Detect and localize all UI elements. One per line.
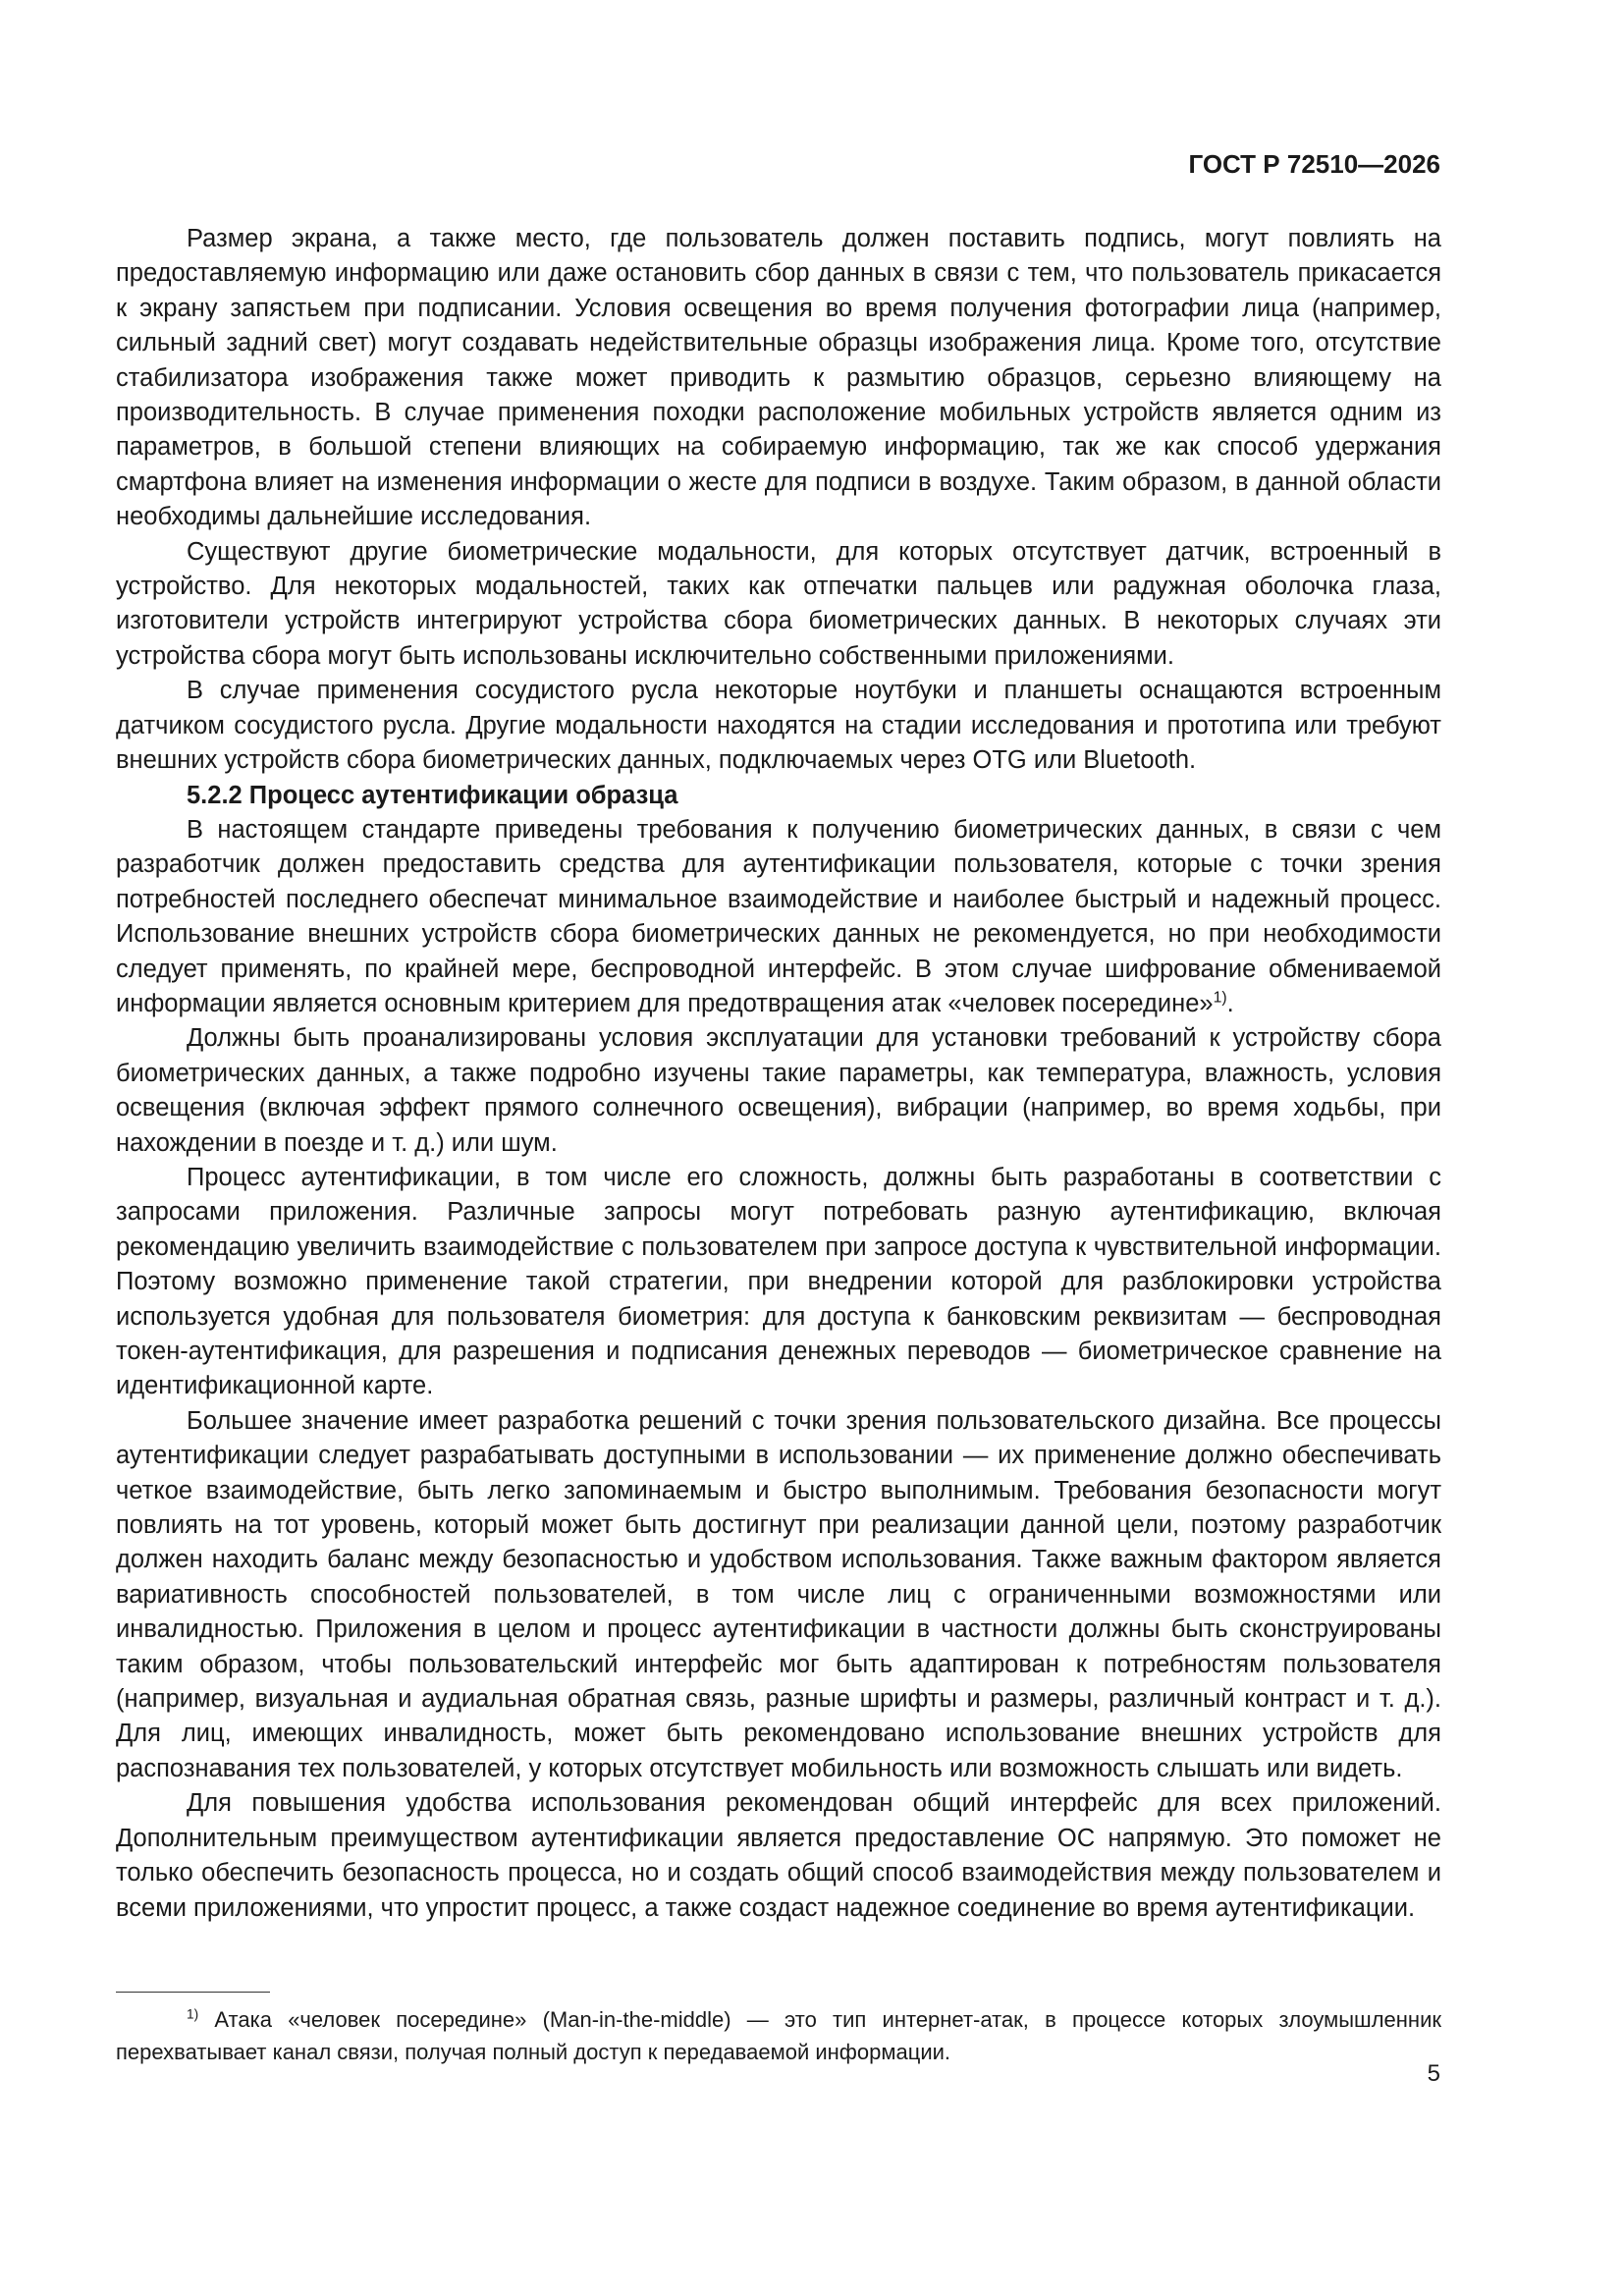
footnote-text: Атака «человек посередине» (Man-in-the-middle) — это тип интернет-атак, в процессе которых злоумышленник перехватывает канал связи, получая полный доступ к передаваемой информации. [116, 2007, 1441, 2064]
paragraph: Существуют другие биометрические модальности, для которых отсутствует датчик, встроенный в устройство. Для некоторых модальностей, таких как отпечатки пальцев или радужная оболочка глаза, изготовители устройств интегрируют устройства сбора биометрических данных. В некоторых случаях эти устройства сбора могут быть использованы исключительно собственными приложениями. [116, 537, 1441, 670]
paragraph-text: В настоящем стандарте приведены требования к получению биометрических данных, в связи с чем разработчик должен предоставить средства для аутентификации пользователя, которые с точки зрения потребностей последнего обеспечат минимальное взаимодействие и наиболее быстрый и надежный процесс. Использование внешних устройств сбора биометрических данных не рекомендуется, но при необходимости следует применять, по крайней мере, беспроводной интерфейс. В этом случае шифрование обмениваемой информации является основным критерием для предотвращения атак «человек посередине» [116, 815, 1441, 1017]
footnote [116, 2003, 1441, 2068]
paragraph-with-footnote [116, 813, 1441, 1021]
footnote-reference[interactable]: 1) [1213, 989, 1227, 1007]
footnote-marker: 1) [187, 2006, 199, 2022]
section-heading: 5.2.2 Процесс аутентификации образца [187, 781, 678, 809]
paragraph: Большее значение имеет разработка решений с точки зрения пользовательского дизайна. Все процессы аутентификации следует разрабатывать доступными в использовании — их применение должно обеспечивать четкое взаимодействие, быть легко запоминаемым и быстро выполнимым. Требования безопасности могут повлиять на тот уровень, который может быть достигнут при реализации данной цели, поэтому разработчик должен находить баланс между безопасностью и удобством использования. Также важным фактором является вариативность способностей пользователей, в том числе лиц с ограниченными возможностями или инвалидностью. Приложения в целом и процесс аутентификации в частности должны быть сконструированы таким образом, чтобы пользовательский интерфейс мог быть адаптирован к потребностям пользователя (например, визуальная и аудиальная обратная связь, разные шрифты и размеры, различный контраст и т. д.). Для лиц, имеющих инвалидность, может быть рекомендовано использование внешних устройств для распознавания тех пользователей, у которых отсутствует мобильность или возможность слышать или видеть. [116, 1406, 1441, 1782]
page-number: 5 [1427, 2060, 1440, 2087]
paragraph: Должны быть проанализированы условия эксплуатации для установки требований к устройству сбора биометрических данных, а также подробно изучены такие параметры, как температура, влажность, условия освещения (включая эффект прямого солнечного освещения), вибрации (например, во время ходьбы, при нахождении в поезде и т. д.) или шум. [116, 1024, 1441, 1157]
footnote-separator [116, 1992, 270, 1993]
paragraph: Размер экрана, а также место, где пользователь должен поставить подпись, могут повлиять на предоставляемую информацию или даже остановить сбор данных в связи с тем, что пользователь прикасается к экрану запястьем при подписании. Условия освещения во время получения фотографии лица (например, сильный задний свет) могут создавать недействительные образцы изображения лица. Кроме того, отсутствие стабилизатора изображения также может приводить к размытию образцов, серьезно влияющему на производительность. В случае применения походки расположение мобильных устройств является одним из параметров, в большой степени влияющих на собираемую информацию, так же как способ удержания смартфона влияет на изменения информации о жесте для подписи в воздухе. Таким образом, в данной области необходимы дальнейшие исследования. [116, 225, 1441, 531]
document-designation: ГОСТ Р 72510—2026 [1188, 149, 1440, 179]
main-text [116, 222, 1441, 1926]
paragraph-text-end: . [1226, 989, 1234, 1017]
paragraph: Процесс аутентификации, в том числе его сложность, должны быть разработаны в соответствии с запросами приложения. Различные запросы могут потребовать разную аутентификацию, включая рекомендацию увеличить взаимодействие с пользователем при запросе доступа к чувствительной информации. Поэтому возможно применение такой стратегии, при внедрении которой для разблокировки устройства используется удобная для пользователя биометрия: для доступа к банковским реквизитам — беспроводная токен-аутентификация, для разрешения и подписания денежных переводов — биометрическое сравнение на идентификационной карте. [116, 1163, 1441, 1400]
paragraph: В случае применения сосудистого русла некоторые ноутбуки и планшеты оснащаются встроенным датчиком сосудистого русла. Другие модальности находятся на стадии исследования и прототипа или требуют внешних устройств сбора биометрических данных, подключаемых через OTG или Bluetooth. [116, 677, 1441, 775]
paragraph: Для повышения удобства использования рекомендован общий интерфейс для всех приложений. Дополнительным преимуществом аутентификации является предоставление ОС напрямую. Это поможет не только обеспечить безопасность процесса, но и создать общий способ взаимодействия между пользователем и всеми приложениями, что упростит процесс, а также создаст надежное соединение во время аутентификации. [116, 1789, 1441, 1922]
